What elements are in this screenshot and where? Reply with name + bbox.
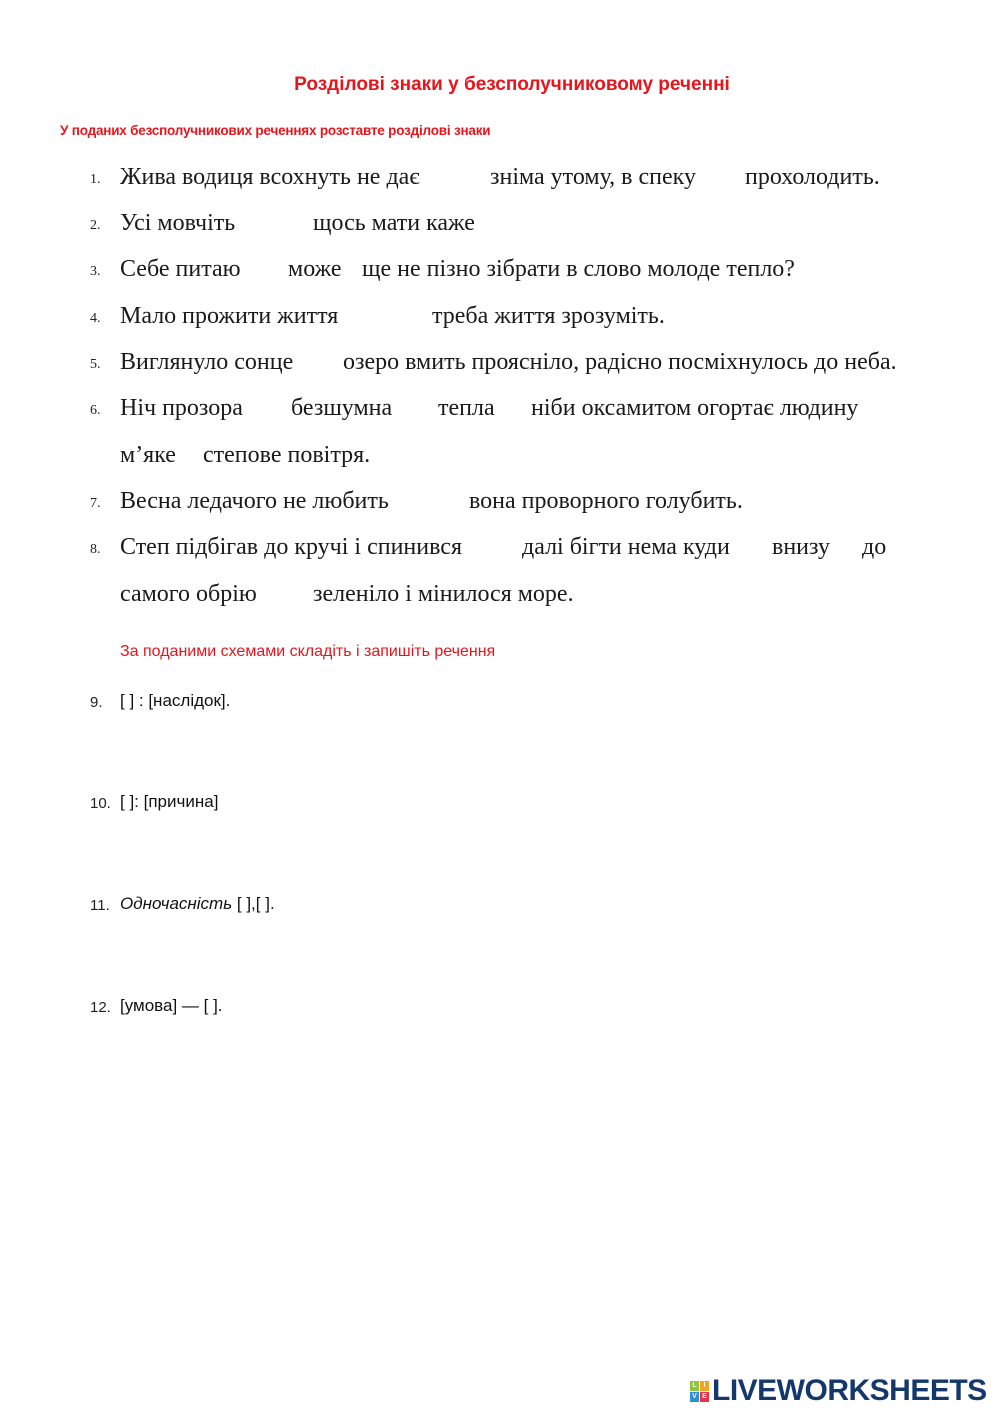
sentence-text: Весна ледачого не любить [120, 488, 389, 514]
sentence-number: 5. [90, 357, 101, 372]
scheme-text [120, 894, 275, 914]
sentence-text: озеро вмить прояснiло, радісно посміхнулось до неба. [343, 349, 897, 375]
sentence-text: самого обрію [120, 581, 257, 607]
sentence-number: 8. [90, 542, 101, 557]
sentence-number: 4. [90, 311, 101, 326]
scheme-text: [ ]: [причина] [120, 792, 219, 811]
sentence-text: може [288, 256, 342, 282]
scheme-number: 9. [90, 694, 103, 711]
instruction-schemes: За поданими схемами складіть і запишіть речення [120, 643, 496, 660]
sentence-text: безшумна [291, 395, 393, 421]
liveworksheets-logo [690, 1374, 987, 1408]
sentence-text: прохолодить. [745, 164, 880, 190]
sentence-text: зніма утому, в спеку [490, 164, 696, 190]
worksheet-title: Розділові знаки у безсполучниковому реченні [294, 74, 730, 95]
logo-tile: V [690, 1392, 699, 1402]
sentence-text: Себе питаю [120, 256, 241, 282]
sentence-text: ще не пізно зібрати в слово молоде тепло? [362, 256, 795, 282]
logo-tile: E [700, 1392, 709, 1402]
sentence-text: Виглянуло сонце [120, 349, 294, 375]
sentence-text: треба життя зрозуміть. [432, 303, 665, 329]
sentence-text: внизу [772, 534, 830, 560]
sentence-number: 2. [90, 218, 101, 233]
logo-text: LIVEWORKSHEETS [712, 1374, 987, 1407]
sentence-text: Ніч прозора [120, 395, 243, 421]
scheme-text: [умова] — [ ]. [120, 996, 223, 1015]
scheme-number: 12. [90, 999, 111, 1016]
sentence-number: 7. [90, 496, 101, 511]
scheme-number: 10. [90, 795, 111, 812]
sentence-text: зеленіло і мінилося море. [313, 581, 574, 607]
sentence-text: Усі мовчіть [120, 210, 236, 236]
sentence-text: Мало прожити життя [120, 303, 339, 329]
sentence-number: 1. [90, 172, 101, 187]
logo-tiles-icon [690, 1381, 709, 1402]
logo-tile: L [690, 1381, 699, 1391]
sentence-text: Степ підбігав до кручі і спинився [120, 534, 462, 560]
scheme-text: [ ] : [наслідок]. [120, 691, 231, 710]
sentence-text: тепла [438, 395, 495, 421]
scheme-italic-label: Одночасність [120, 894, 233, 913]
sentence-text: вона проворного голубить. [469, 488, 743, 514]
sentence-number: 6. [90, 403, 101, 418]
sentence-text: до [862, 534, 887, 560]
logo-tile: I [700, 1381, 709, 1391]
sentence-text: степове повітря. [203, 442, 371, 468]
scheme-pattern: [ ],[ ]. [232, 894, 275, 913]
scheme-number: 11. [90, 897, 110, 914]
instruction-punctuation: У поданих безсполучникових реченнях розставте розділові знаки [60, 123, 491, 138]
sentence-text: ніби оксамитом огортає людину [531, 395, 859, 421]
sentence-number: 3. [90, 264, 101, 279]
sentence-text: м’яке [120, 442, 176, 468]
sentence-text: щось мати каже [313, 210, 475, 236]
sentence-text: Жива водиця всохнуть не дає [120, 164, 420, 190]
sentence-text: далі бігти нема куди [522, 534, 730, 560]
